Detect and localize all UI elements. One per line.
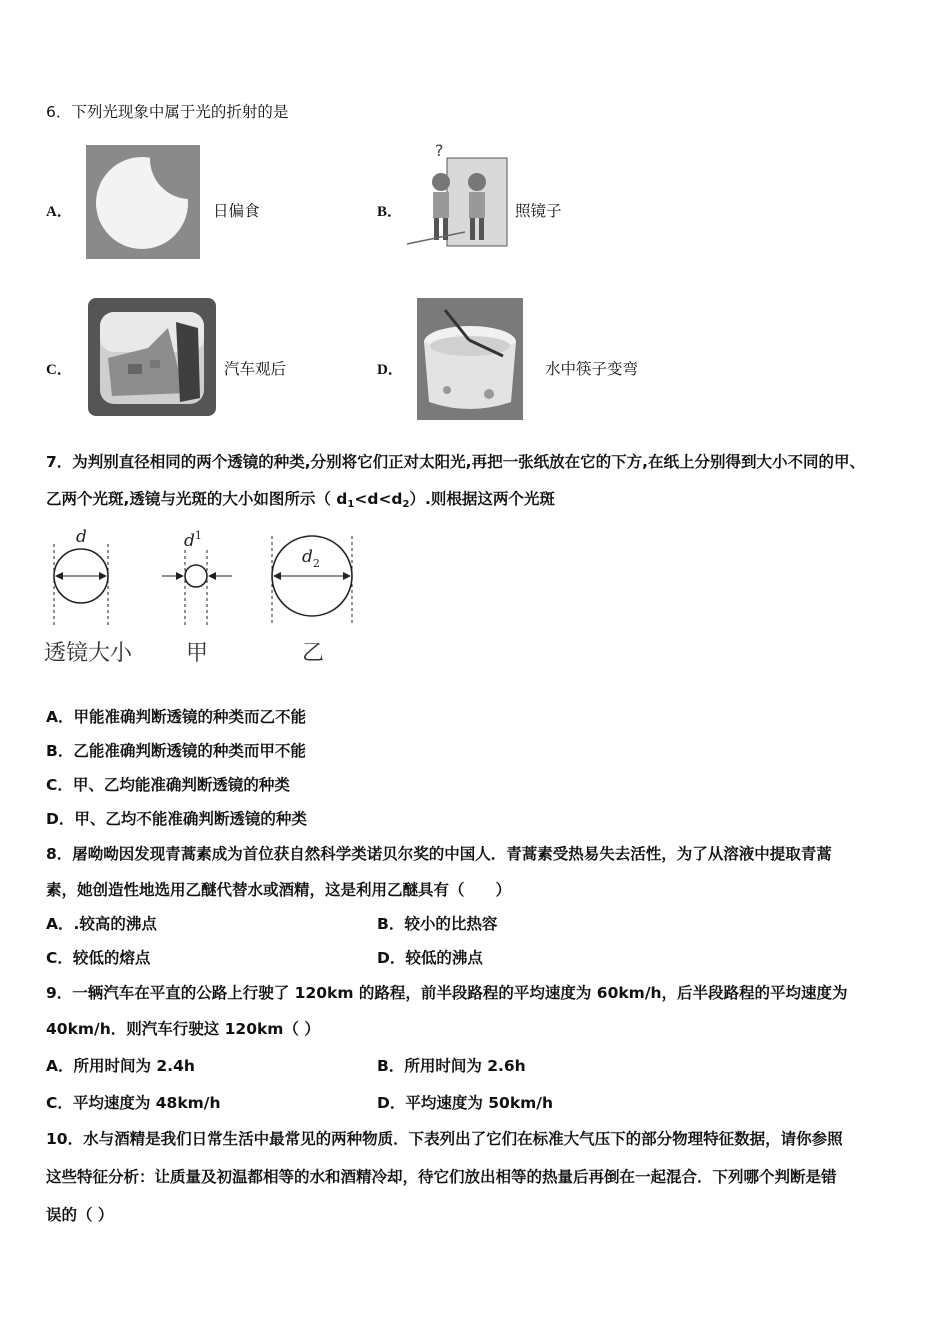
chopstick-in-water-image (417, 298, 523, 420)
q7-stem-sub1: 1 (347, 499, 355, 510)
q7-option-d: D．甲、乙均不能准确判断透镜的种类 (46, 810, 307, 828)
q6-option-a-label: A． (46, 204, 72, 220)
caption-jia: 甲 (186, 641, 209, 666)
q8-option-d: D．较低的沸点 (377, 949, 483, 967)
q8-option-a: A．.较高的沸点 (46, 915, 157, 933)
lens-diameter-label: d (76, 527, 87, 547)
q8-stem-line1: 8．屠呦呦因发现青蒿素成为首位获自然科学类诺贝尔奖的中国人．青蒿素受热易失去活性，为了从溶液中提取青蒿 (46, 845, 832, 863)
q6-option-b-caption: 照镜子 (515, 202, 562, 220)
q8-option-c: C．较低的熔点 (46, 949, 151, 967)
q10-stem-line1: 10．水与酒精是我们日常生活中最常见的两种物质．下表列出了它们在标准大气压下的部分物理特征数据，请你参照 (46, 1130, 843, 1148)
solar-eclipse-image (86, 145, 200, 259)
spot-jia-circle (185, 565, 207, 587)
q7-option-a: A．甲能准确判断透镜的种类而乙不能 (46, 708, 306, 726)
q6-option-b-label: B． (377, 204, 403, 220)
q10-stem-line3: 误的（ ） (46, 1206, 114, 1224)
q6-option-a-caption: 日偏食 (213, 202, 260, 220)
q9-option-b: B．所用时间为 2.6h (377, 1057, 526, 1075)
spot-jia-diameter-label: $d^1$ (184, 529, 202, 551)
svg-text:?: ? (435, 141, 444, 160)
q6-option-d-caption: 水中筷子变弯 (545, 360, 639, 378)
q6-option-c-label: C． (46, 362, 72, 378)
q8-stem-line2: 素，她创造性地选用乙醚代替水或酒精，这是利用乙醚具有（ ） (46, 881, 512, 899)
q7-stem-mid: <d<d (354, 490, 403, 508)
q8-option-b: B．较小的比热容 (377, 915, 498, 933)
spot-yi-diameter-label: $d_2$ (302, 547, 320, 570)
q7-stem-line2 (46, 492, 555, 510)
q9-option-d: D．平均速度为 50km/h (377, 1094, 553, 1112)
q6-option-c-caption: 汽车观后 (224, 360, 287, 378)
q6-option-d-label: D． (377, 362, 403, 378)
q9-stem-line1: 9．一辆汽车在平直的公路上行驶了 120km 的路程，前半段路程的平均速度为 60km/h，后半段路程的平均速度为 (46, 984, 848, 1002)
q6-stem: 6．下列光现象中属于光的折射的是 (46, 103, 289, 121)
q9-stem-line2: 40km/h．则汽车行驶这 120km（ ） (46, 1020, 320, 1038)
q10-stem-line2: 这些特征分析：让质量及初温都相等的水和酒精冷却，待它们放出相等的热量后再倒在一起混合．下列哪个判断是错 (46, 1168, 837, 1186)
q7-option-b: B．乙能准确判断透镜的种类而甲不能 (46, 742, 306, 760)
mirror-image (405, 140, 510, 250)
q9-option-a: A．所用时间为 2.4h (46, 1057, 195, 1075)
q9-option-c: C．平均速度为 48km/h (46, 1094, 221, 1112)
q7-option-c: C．甲、乙均能准确判断透镜的种类 (46, 776, 290, 794)
q7-stem-line2-a: 乙两个光斑,透镜与光斑的大小如图所示（ d (46, 490, 348, 508)
lens-spot-diagram (40, 522, 370, 672)
q7-stem-sub2: 2 (402, 499, 410, 510)
q7-stem-end: ）.则根据这两个光斑 (409, 490, 555, 508)
caption-lens-size: 透镜大小 (44, 641, 133, 666)
q7-stem-line1: 7．为判别直径相同的两个透镜的种类,分别将它们正对太阳光,再把一张纸放在它的下方,在纸上分别得到大小不同的甲、 (46, 453, 865, 471)
rearview-mirror-image (88, 298, 216, 416)
caption-yi: 乙 (302, 641, 325, 666)
